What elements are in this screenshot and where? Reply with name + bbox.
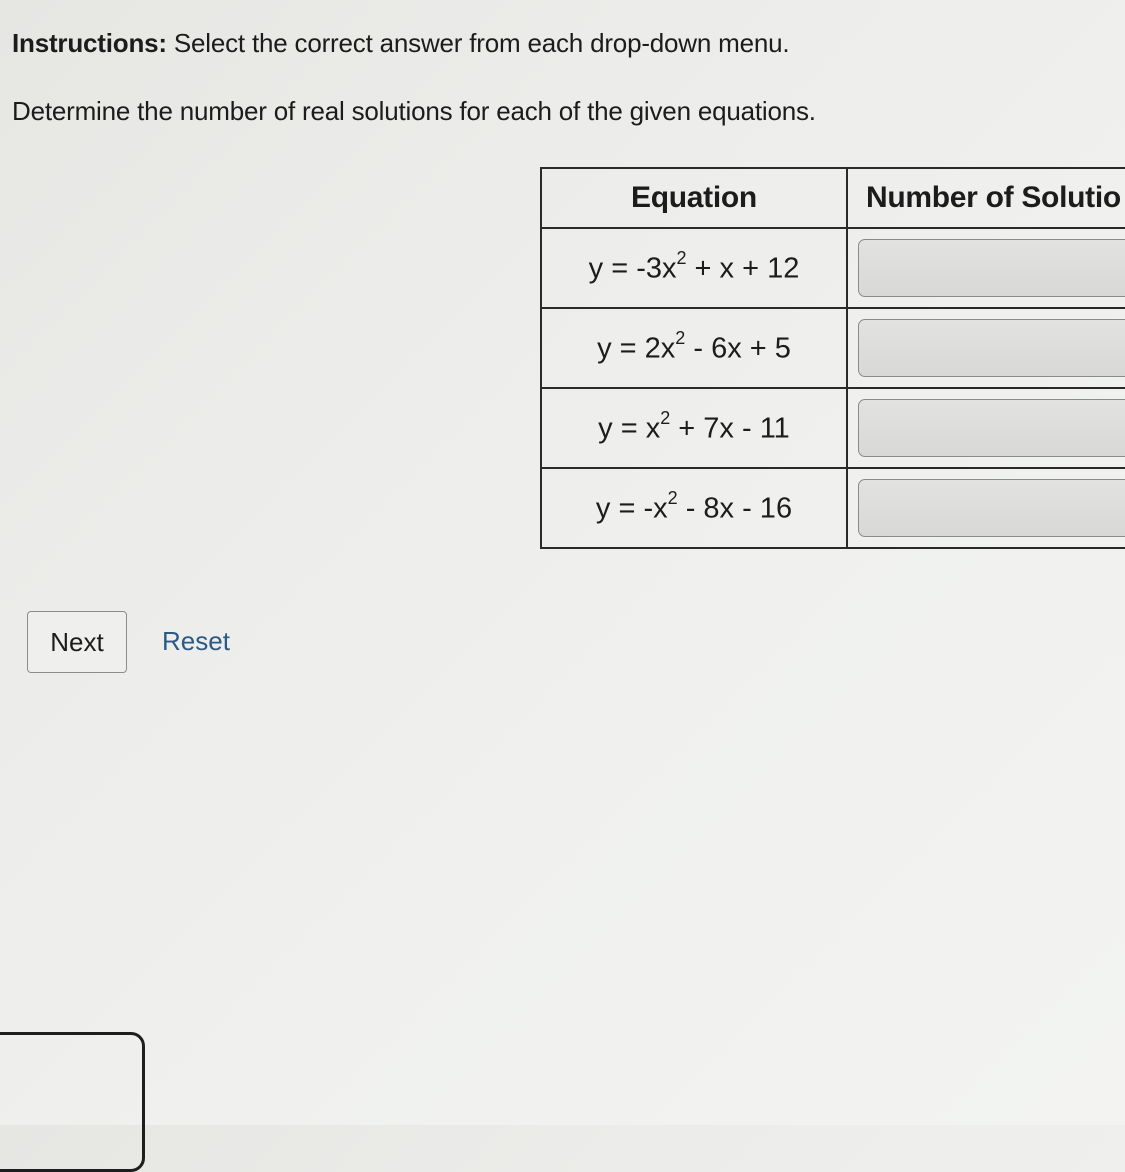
table-row — [541, 228, 1125, 308]
equation-exponent: 2 — [676, 247, 687, 268]
solutions-cell — [847, 388, 1125, 468]
equation-cell — [541, 468, 847, 548]
equation-text-tail: - 6x + 5 — [685, 332, 791, 365]
equation-text-tail: + x + 12 — [686, 252, 800, 285]
solutions-column-header: Number of Solutio — [847, 168, 1125, 228]
equation-exponent: 2 — [660, 407, 671, 428]
question-text: Determine the number of real solutions for each of the given equations. — [12, 96, 816, 126]
reset-link[interactable]: Reset — [162, 626, 230, 656]
equation-text-tail: - 8x - 16 — [677, 492, 793, 525]
equation-text-tail: + 7x - 11 — [670, 412, 790, 445]
equation-text: y = x — [598, 412, 661, 445]
equation-text: y = -3x — [588, 252, 677, 285]
equation-column-header: Equation — [541, 168, 847, 228]
solutions-cell — [847, 308, 1125, 388]
solutions-dropdown-1[interactable] — [858, 239, 1125, 297]
table-row — [541, 308, 1125, 388]
equations-table-container — [540, 167, 1125, 552]
equation-exponent: 2 — [675, 327, 686, 348]
equation-cell — [541, 388, 847, 468]
solutions-cell — [847, 468, 1125, 548]
table-header-row — [541, 168, 1125, 228]
instructions-line — [12, 28, 789, 59]
equation-text: y = 2x — [597, 332, 676, 365]
equation-cell — [541, 308, 847, 388]
solutions-dropdown-4[interactable] — [858, 479, 1125, 537]
equation-exponent: 2 — [667, 487, 678, 508]
equations-table — [540, 167, 1125, 549]
bottom-left-panel — [0, 1032, 145, 1172]
next-button[interactable]: Next — [27, 611, 127, 673]
equation-cell — [541, 228, 847, 308]
table-row — [541, 468, 1125, 548]
solutions-dropdown-2[interactable] — [858, 319, 1125, 377]
solutions-cell — [847, 228, 1125, 308]
equation-text: y = -x — [595, 492, 668, 525]
table-row — [541, 388, 1125, 468]
solutions-dropdown-3[interactable] — [858, 399, 1125, 457]
instructions-text: Select the correct answer from each drop-down menu. — [173, 28, 790, 58]
instructions-lead: Instructions: — [12, 28, 167, 58]
